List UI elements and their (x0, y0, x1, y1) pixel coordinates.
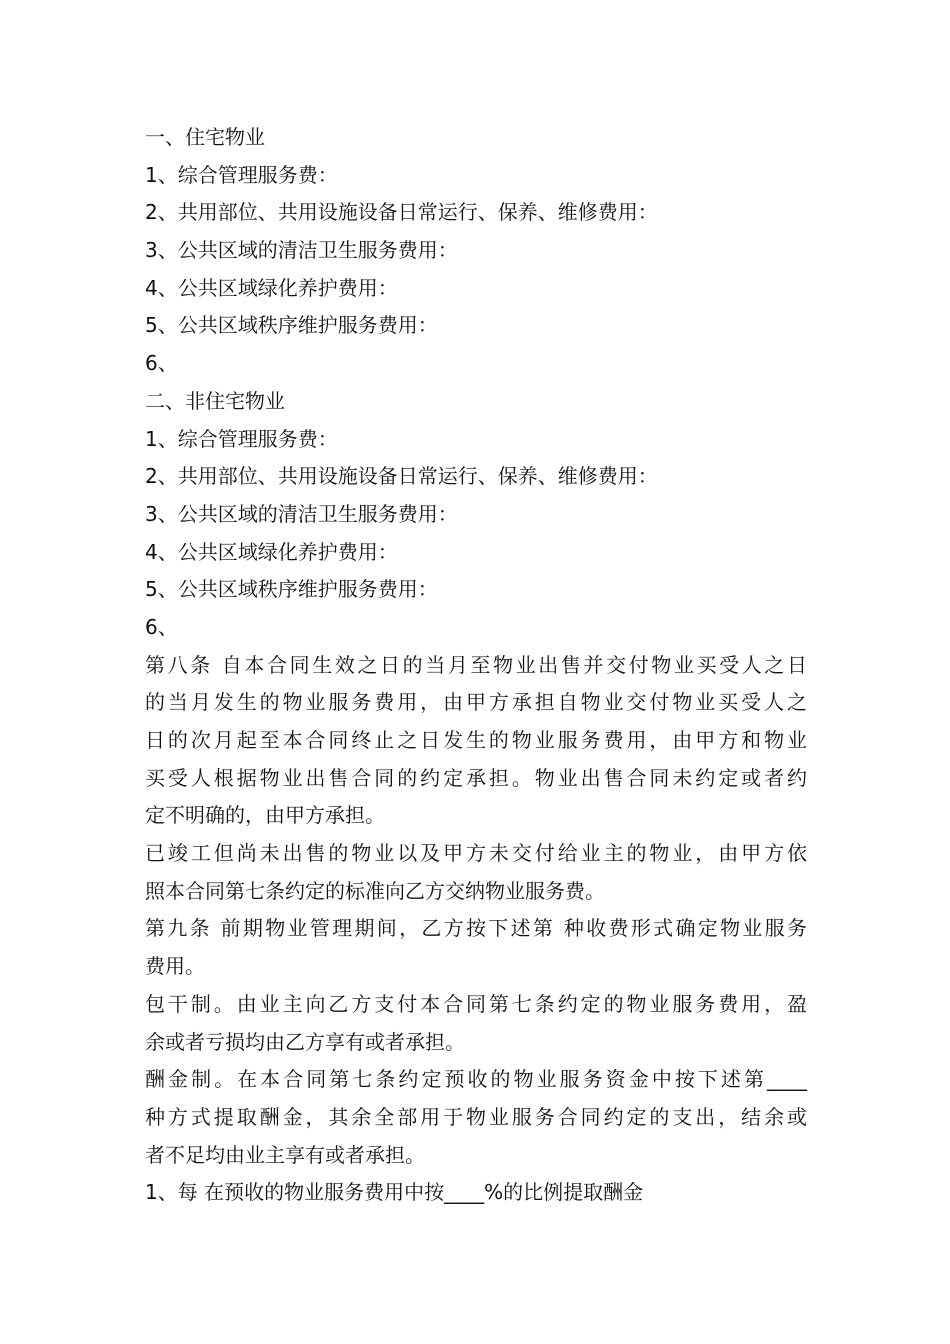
list-item: 1、综合管理服务费： (145, 162, 338, 187)
commission-paragraph (145, 1061, 807, 1174)
paragraph-line: 日的次月起至本合同终止之日发生的物业服务费用，由甲方和物业 (145, 728, 807, 752)
paragraph-line: 已竣工但尚未出售的物业以及甲方未交付给业主的物业，由甲方依 (145, 841, 807, 866)
paragraph-line: 者不足均由业主享有或者承担。 (145, 1142, 425, 1167)
list-item: 2、共用部位、共用设施设备日常运行、保养、维修费用： (145, 200, 658, 225)
list-item: 4、公共区域绿化养护费用： (145, 275, 398, 300)
paragraph-line: 买受人根据物业出售合同的约定承担。物业出售合同未约定或者约 (145, 765, 807, 790)
paragraph-line: 余或者亏损均由乙方享有或者承担。 (145, 1029, 465, 1054)
list-item: 6、 (145, 351, 178, 376)
document-body (145, 119, 807, 1212)
paragraph-line: 定不明确的，由甲方承担。 (145, 803, 385, 828)
unsold-property-paragraph (145, 835, 807, 910)
paragraph-line: 第八条 自本合同生效之日的当月至物业出售并交付物业买受人之日 (145, 652, 807, 677)
list-item: 5、公共区域秩序维护服务费用： (145, 577, 438, 602)
paragraph-line: 种方式提取酬金，其余全部用于物业服务合同约定的支出，结余或 (145, 1104, 807, 1129)
list-item: 2、共用部位、共用设施设备日常运行、保养、维修费用： (145, 464, 658, 489)
list-item: 4、公共区域绿化养护费用： (145, 539, 398, 564)
article-9-paragraph (145, 910, 807, 985)
lump-sum-paragraph (145, 986, 807, 1061)
article-8-paragraph (145, 647, 807, 835)
list-item: 1、综合管理服务费： (145, 426, 338, 451)
paragraph-line: 的当月发生的物业服务费用，由甲方承担自物业交付物业买受人之 (145, 690, 807, 715)
list-item: 5、公共区域秩序维护服务费用： (145, 313, 438, 338)
commission-item-1: 1、每 在预收的物业服务费用中按____%的比例提取酬金 (145, 1180, 644, 1205)
section-heading-nonresidential: 二、非住宅物业 (145, 388, 285, 413)
paragraph-line: 照本合同第七条约定的标准向乙方交纳物业服务费。 (145, 878, 605, 903)
paragraph-line: 包干制。由业主向乙方支付本合同第七条约定的物业服务费用，盈 (145, 991, 807, 1016)
list-item: 6、 (145, 614, 178, 639)
paragraph-line: 酬金制。在本合同第七条约定预收的物业服务资金中按下述第____ (145, 1067, 807, 1092)
list-item: 3、公共区域的清洁卫生服务费用： (145, 501, 458, 526)
paragraph-line: 费用。 (145, 954, 205, 979)
list-item: 3、公共区域的清洁卫生服务费用： (145, 238, 458, 263)
paragraph-line: 第九条 前期物业管理期间，乙方按下述第 种收费形式确定物业服务 (145, 916, 807, 941)
section-heading-residential: 一、住宅物业 (145, 125, 265, 149)
